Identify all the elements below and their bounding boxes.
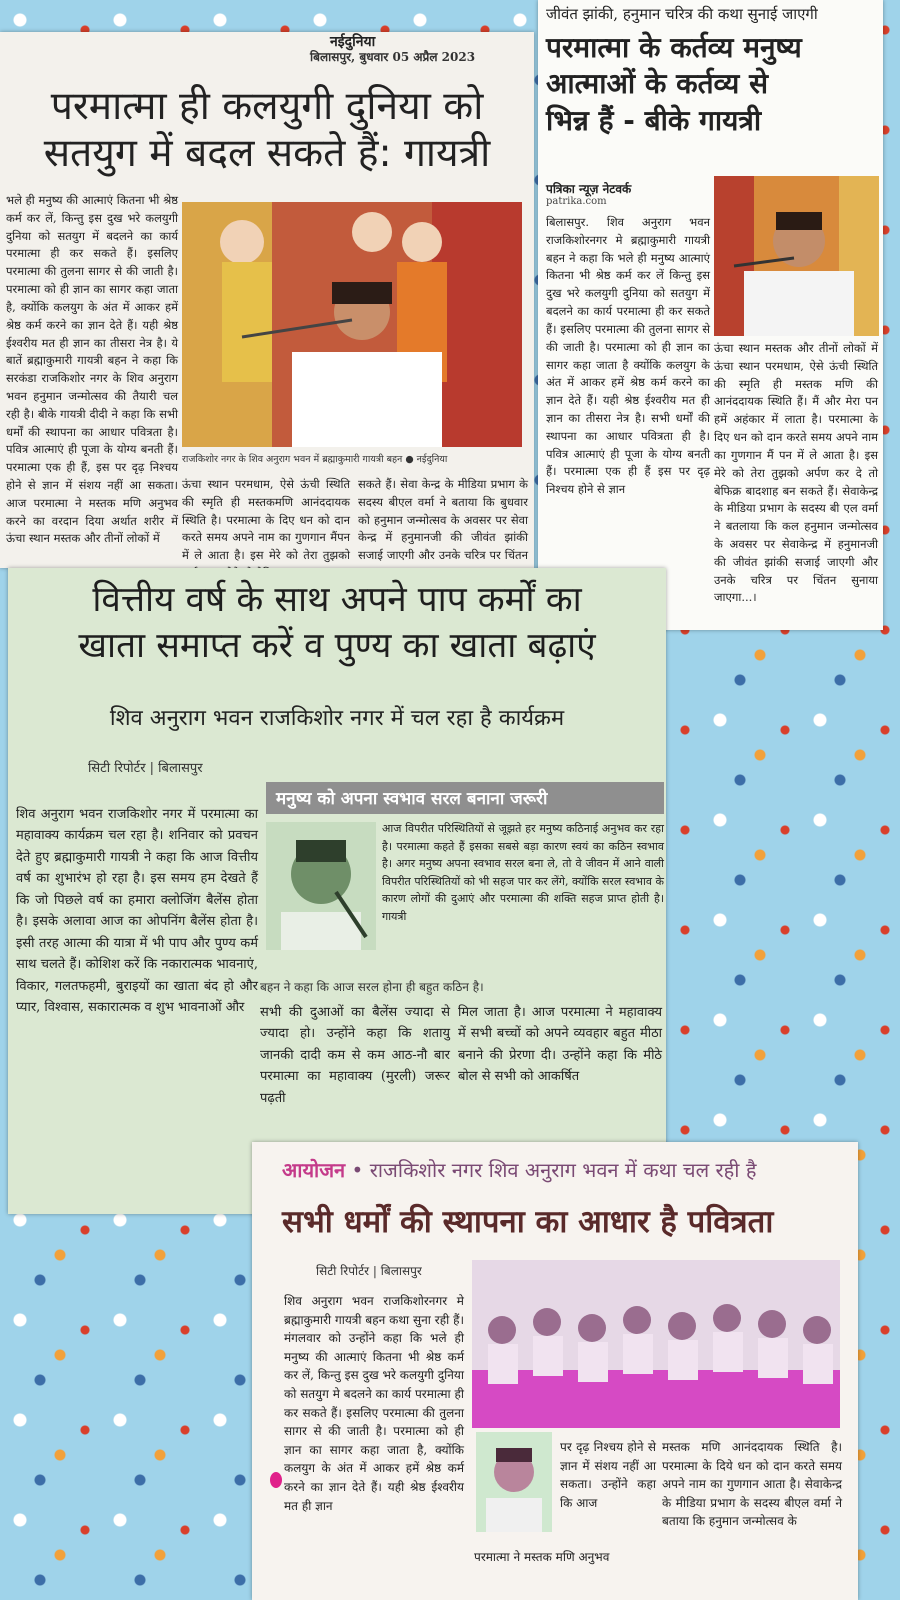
speaker-photo	[714, 176, 879, 336]
article-column-bottom-1: ऊंचा स्थान परमधाम, ऐसे ऊंची स्थिति की स्मृति ही मस्तकमणि आनंददायक स्थिति है। परमात्मा के दिए धन को दान करते समय अपने नाम का गुणगान मैंपन में ले आता है। इस मेरे को तेरा तुझको	[182, 477, 350, 563]
headline-line-2: सतयुग में बदल सकते हैं: गायत्री	[43, 130, 491, 176]
kicker: जीवंत झांकी, हनुमान चरित्र की कथा सुनाई जाएगी	[546, 5, 818, 23]
headline-line-2: खाता समाप्त करें व पुण्य का खाता बढ़ाएं	[78, 625, 596, 666]
headline-line-2: आत्माओं के कर्तव्य से	[546, 67, 769, 101]
article-column-left: भले ही मनुष्य की आत्माएं कितना भी श्रेष्ठ कर्म कर लें, किन्तु इस दुख भरे कलयुगी दुनिया को सतयुग में बदलने का कार्य परमात्मा ही कर सकते हैं। इसलिए परमात्मा की तुलना सागर से की जाती है। परमात्मा को ही ज्ञान का सागर कहा जाता है, क्योंकि कलयुग के अंत में आकर हमें श्रेष्ठ कर्म करने का ज्ञान देते हैं। यही श्रेष्ठ ईश्वरीय मत ही ज्ञान का तीसरा नेत्र है। ये बातें ब्रह्माकुमारी गायत्री बहन ने कहा कि सरकंडा राजकिशोर नगर के शिव अनुराग भवन हनुमान जन्मोत्सव की तैयारी चल रही है। बीके गायत्री दीदी ने कहा कि सभी धर्मों की स्थापना का आधार पवित्रता है। पवित्र आत्माएं ही पूजा के योग्य बनती हैं। परमात्मा एक ही हैं, इस पर दृढ़ निश्चय होने से ज्ञान में संशय नहीं आ सकता। आज परमात्मा ने मस्तक मणि अनुभव करने का वरदान दिया अर्थात शरीर में ऊंचा स्थान मस्तक और तीनों लोकों में	[6, 193, 178, 546]
kicker-text: राजकिशोर नगर शिव अनुराग भवन में कथा चल रही है	[369, 1158, 757, 1182]
article-column-middle-2: परमात्मा ने मस्तक मणि अनुभव	[474, 1550, 610, 1564]
headline-line-1: परमात्मा ही कलयुगी दुनिया को	[50, 84, 484, 129]
newspaper-clipping-naidunia	[0, 32, 534, 568]
kicker	[282, 1156, 756, 1183]
article-column-bottom-2: मिल जाता है। आज परमात्मा ने महावाक्य में सभी बच्चों को अपने व्यवहार बहुत मीठा बनाने की प्रेरणा दी। उन्होंने कहा कि मीठे बोल से सभी को आकर्षित	[458, 1005, 662, 1085]
headline	[8, 578, 666, 669]
box-caption: बहन ने कहा कि आज सरल होना ही बहुत कठिन है।	[260, 980, 484, 994]
headline-line-1: परमात्मा के कर्तव्य मनुष्य	[546, 31, 802, 64]
headline-line-1: वित्तीय वर्ष के साथ अपने पाप कर्मों का	[92, 580, 582, 620]
kicker-label: आयोजन	[282, 1158, 346, 1182]
website: patrika.com	[546, 196, 607, 207]
highlight-dot	[270, 1472, 282, 1488]
headline: सभी धर्मों की स्थापना का आधार है पवित्रता	[282, 1204, 774, 1240]
kicker-bullet: •	[351, 1158, 370, 1182]
speaker-photo	[266, 822, 376, 950]
byline: सिटी रिपोर्टर | बिलासपुर	[316, 1264, 422, 1278]
headline-line-3: भिन्न हैं - बीके गायत्री	[546, 103, 762, 137]
byline: सिटी रिपोर्टर | बिलासपुर	[88, 761, 203, 776]
photo-caption: राजकिशोर नगर के शिव अनुराग भवन में ब्रह्माकुमारी गायत्री बहन ● नईदुनिया	[182, 454, 448, 465]
headline	[0, 84, 534, 178]
newspaper-clipping-city	[8, 568, 666, 1214]
article-column-2: ऊंचा स्थान मस्तक और तीनों लोकों में ऊंचा स्थान परमधाम, ऐसे ऊंची स्थिति की स्मृति ही मस्तक मणि की आनंददायक स्थिति हैं। मैं और मेरा पन हमें अहंकार में लाता है। परमात्मा के दिए धन को दान करते समय अपने नाम का गुणगान मैं पन में ले आता है। इस मेरे को तेरा तुझको अर्पण कर दे तो बेफिक्र बादशाह बन सकते हैं। सेवाकेन्द्र के मीडिया प्रभाग के सदस्य बी एल वर्मा ने बतलाया कि कल हनुमान जन्मोत्सव के अवसर पर सेवाकेन्द्र में हनुमानजी की जीवंत झांकी सजाई जाएगी और उनके चरित्र पर चिंतन सुनाया जाएगा...।	[714, 341, 878, 605]
article-column-right: मस्तक मणि आनंददायक स्थिति है। परमात्मा के दिये धन को दान करते समय अपने नाम का गुणगान आता है। सेवाकेन्द्र के मीडिया प्रभाग के सदस्य बीएल वर्मा ने बताया कि हनुमान जन्मोत्सव के	[662, 1440, 842, 1529]
article-column-bottom-2: सकते हैं। सेवा केन्द्र के मीडिया प्रभाग के सदस्य बीएल वर्मा ने बताया कि बुधवार को हनुमान जन्मोत्सव के अवसर पर सेवा केन्द्र में हनुमानजी की जीवंत झांकी सजाई जाएगी और उनके चरित्र पर चिंतन	[358, 477, 528, 563]
dateline: बिलासपुर, बुधवार 05 अप्रैल 2023	[310, 50, 476, 64]
article-column-middle: पर दृढ़ निश्चय होने से ज्ञान में संशय नहीं आ सकता। उन्होंने कहा कि आज	[560, 1440, 656, 1510]
newspaper-clipping-patrika	[538, 0, 883, 630]
audience-photo	[472, 1260, 840, 1428]
article-column-1: बिलासपुर. शिव अनुराग भवन राजकिशोरनगर मे ब्रह्माकुमारी गायत्री बहन ने कहा कि भले ही मनुष्य आत्माएं कितना भी श्रेष्ठ कर्म कर लें किन्तु इस दुख भरे कलयुगी दुनिया को सतयुग में बदलने का कार्य परमात्मा ही कर सकते हैं। इसलिए परमात्मा की तुलना सागर से की जाती है। परमात्मा को ही ज्ञान का सागर कहा जाता है क्योंकि कलयुग के अंत में आकर हमें श्रेष्ठ कर्म करने का ज्ञान देते हैं। यही श्रेष्ठ ईश्वरीय मत ही ज्ञान का तीसरा नेत्र है। सभी धर्मों की स्थापना का आधार पवित्रता ही है। पवित्र आत्माएं ही पूजा के योग्य बनती हैं। परमात्मा एक ही हैं इस पर दृढ़ निश्चय होने से ज्ञान	[546, 215, 710, 497]
speaker-photo	[476, 1432, 552, 1532]
headline	[546, 30, 876, 139]
masthead: नईदुनिया	[330, 34, 376, 50]
article-column-left: शिव अनुराग भवन राजकिशोर नगर में परमात्मा का महावाक्य कार्यक्रम चल रहा है। शनिवार को प्रवचन देते हुए ब्रह्माकुमारी गायत्री ने कहा कि आज वित्तीय वर्ष का शुभारंभ हो रहा है। इस समय हम देखते हैं कि जो पिछले वर्ष का हमारा क्लोजिंग बैलेंस होता है। इसके अलावा आज का ओपनिंग बैलेंस होता है। इसी तरह आत्मा की यात्रा में भी पाप और पुण्य कर्म साथ चलते हैं। कोशिश करें कि नकारात्मक भावनाएं, विकार, गलतफहमी, बुराइयों का खाता बंद हो और प्यार, विश्वास, सकारात्मक व शुभ भावनाओं और	[16, 807, 258, 1015]
article-column-bottom-1: सभी की दुआओं का बैलेंस ज्यादा से ज्यादा हो। उन्होंने कहा कि शतायु जानकी दादी कम से कम आठ-नौ बार परमात्मा का महावाक्य (मुरली) जरूर पढ़ती	[260, 1005, 450, 1106]
box-title: मनुष्य को अपना स्वभाव सरल बनाना जरूरी	[266, 782, 664, 814]
subheadline: शिव अनुराग भवन राजकिशोर नगर में चल रहा है कार्यक्रम	[109, 706, 565, 731]
newspaper-clipping-aayojan	[252, 1142, 858, 1600]
speaker-photo	[182, 202, 522, 447]
byline: पत्रिका न्यूज़ नेटवर्क	[546, 182, 632, 196]
box-text: आज विपरीत परिस्थितियों से जूझते हर मनुष्य कठिनाई अनुभव कर रहा है। परमात्मा कहते हैं इसका सबसे बड़ा कारण स्वयं का कठिन स्वभाव है। अगर मनुष्य अपना स्वभाव सरल बना ले, तो वे जीवन में आने वाली विपरीत परिस्थितियों को भी सहज पार कर लेंगे, क्योंकि सरल स्वभाव के कारण लोगों की दुआएं और परमात्मा की शक्ति सहज प्राप्त होती है। गायत्री	[382, 822, 664, 923]
article-column-left: शिव अनुराग भवन राजकिशोरनगर मे ब्रह्माकुमारी गायत्री बहन कथा सुना रही हैं। मंगलवार को उन्होंने कहा कि भले ही मनुष्य की आत्माएं कितना भी श्रेष्ठ कर्म कर लें, किन्तु इस दुख भरे कलयुगी दुनिया को सतयुग मे बदलने का कार्य परमात्मा ही कर सकते हैं। इसलिए परमात्मा की तुलना सागर से की जाती है। परमात्मा को ही ज्ञान का सागर कहा जाता है, क्योंकि कलयुग के अंत में आकर हमें श्रेष्ठ कर्म करने का ज्ञान देते हैं। यही श्रेष्ठ ईश्वरीय मत ही ज्ञान	[284, 1294, 464, 1513]
